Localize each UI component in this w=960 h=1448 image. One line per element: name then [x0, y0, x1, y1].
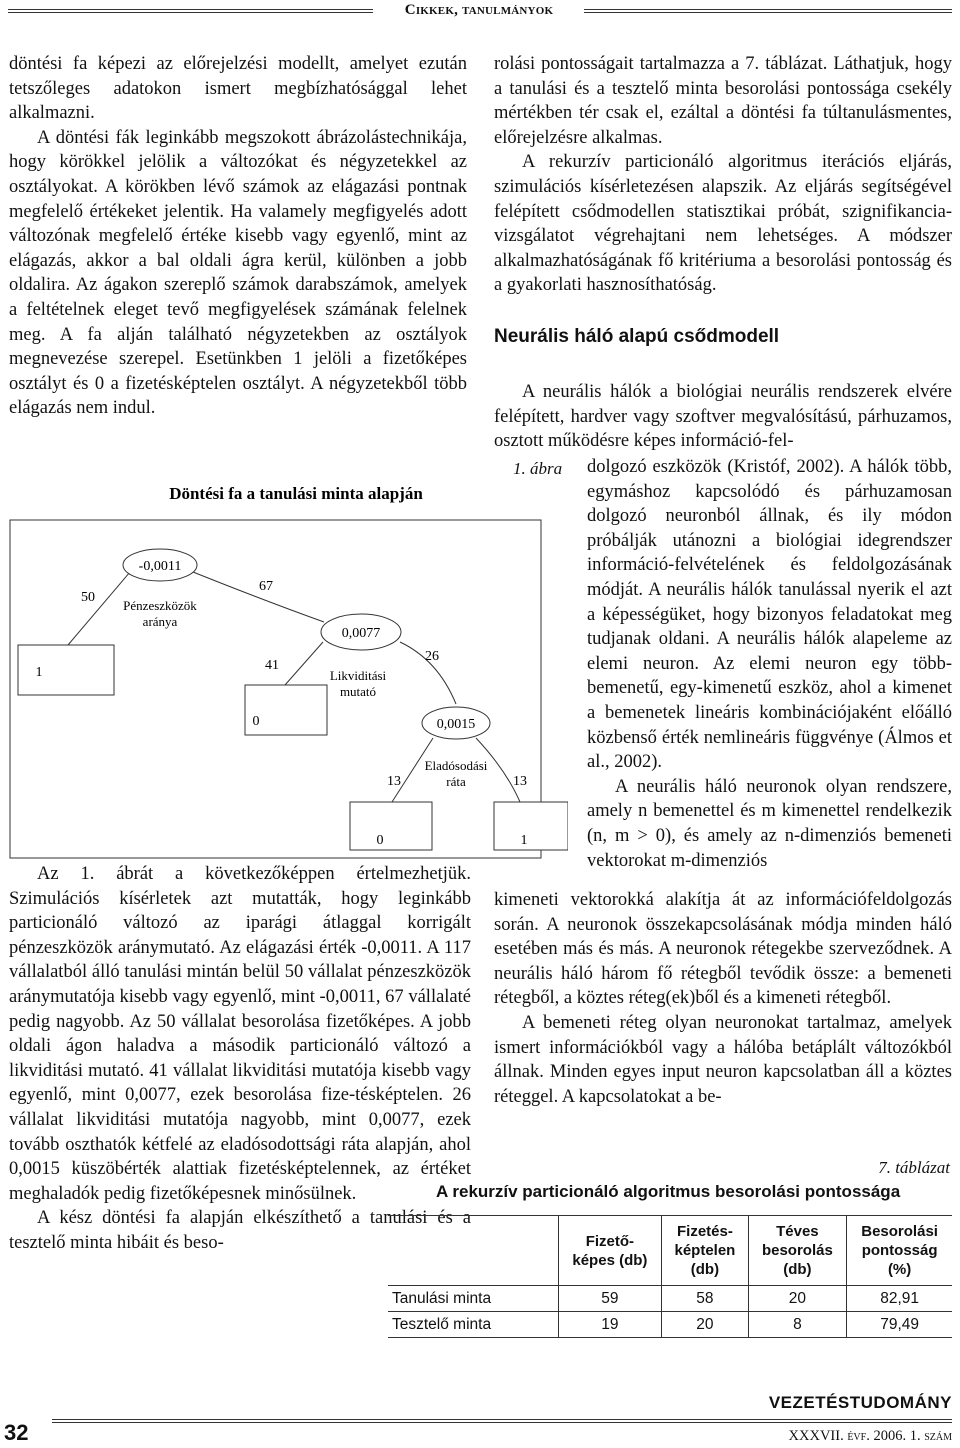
edge-mid-left: [285, 642, 323, 685]
table-row: [388, 1312, 952, 1338]
table-header: Besorolási pontosság (%): [847, 1216, 952, 1286]
table-cell: 82,91: [847, 1286, 952, 1312]
table-cell: 8: [748, 1312, 847, 1338]
right-column-top: [494, 52, 952, 298]
node-root-label: Pénzeszközök: [123, 598, 197, 613]
figure-label: 1. ábra: [513, 459, 563, 478]
leaf-box: [350, 802, 432, 850]
section-title: Neurális háló alapú csődmodell: [494, 326, 780, 347]
node-low-value: 0,0015: [436, 717, 476, 732]
running-header: Cikkek, tanulmányok: [404, 2, 554, 18]
branch-count: 13: [513, 774, 527, 789]
paragraph: rolási pontosságait tartalmazza a 7. táblázat. Láthatjuk, hogy a tanulási és a tesztelő minta besorolási pontossága csekély mértékben tér csak el, ezáltal a döntési fa túltanulásmentes, előrejelzésre alkalmas.: [494, 54, 952, 148]
node-root-label: aránya: [142, 614, 178, 629]
paragraph: Az 1. ábrát a következőképpen értelmezhetjük. Szimulációs kísérletek azt mutatták, hogy leginkább particionáló változó az iparági átlaggal korrigált pénzeszközök aránymutató. Az elágazási érték -0,0011. A 117 vállalatból álló tanulási mintán belül 50 vállalat pénzeszközök aránymutatója kisebb vagy egyenlő, mint -0,0011, 67 vállalaté pedig nagyobb. Az 50 vállalat besorolása fizetőképes. A jobb oldali ágon haladva a második particionáló változó a likviditási mutató. 41 vállalat likviditási mutatója kisebb vagy egyenlő, mint 0,0077, ezek besorolása fize-tésképtelen. 26 vállalat likviditási mutatója nagyobb, mint 0,0077, ezek tovább oszthatók kétfelé az eladósodottsági ráta alapján, ahol 0,0015 küszöbérték alattiak fizetésképtelennek, az értéket meghaladók pedig fizetőképesnek minősülnek.: [9, 864, 471, 1204]
paragraph: A rekurzív particionáló algoritmus iterációs eljárás, szimulációs kísérletezésen alapszik. Az eljárás segítségével felépített csődmodellen statisztikai próbát, szignifikancia-vizsgálatot végrehajtani nem lehetséges. A módszer alkalmazhatóságának fő kritériuma a besorolási pontosság és a gyakorlati hasznosíthatóság.: [494, 152, 952, 296]
issue-info: XXXVII. évf. 2006. 1. szám: [788, 1428, 952, 1444]
table-cell: 59: [558, 1286, 662, 1312]
node-low-label: Eladósodási: [424, 758, 488, 773]
table-cell: 20: [662, 1312, 748, 1338]
node-mid-value: 0,0077: [341, 626, 381, 641]
node-root-value: -0,0011: [138, 559, 182, 574]
edge-root-left: [68, 572, 130, 645]
branch-count: 13: [387, 774, 401, 789]
paragraph: A döntési fák leginkább megszokott ábrázolástechnikája, hogy körökkel jelölik a változókat és négyzetekkel az osztályokat. A körökben lévő számok az elágazási pontnak megfelelő értékeket jelentik. Ha valamely megfigyelés adott változónak megfelelő értéke kisebb vagy egyenlő, mint az elágazás, akkor a bal oldali ágra kerül, különben a jobb oldalira. Az ágakon szereplő számok darabszámok, amelyek a feltételnek eleget tevő megfigyelések számának felelnek meg. A fa alján található négyzetekben az osztályok megnevezése szerepel. Esetünkben 1 jelöli a fizetőképes osztályt és 0 a fizetésképtelen osztályt. A négyzetekből több elágazás nem indul.: [9, 127, 467, 419]
paragraph: A kész döntési fa alapján elkészíthető a tanulási és a tesztelő minta hibáit és beso-: [9, 1208, 471, 1253]
table-header-row: [388, 1216, 952, 1286]
paragraph: A neurális hálók a biológiai neurális rendszerek elvére felépített, hardver vagy szoftver megvalósítású, párhuzamos, osztott működésre képes információ-fel-: [494, 382, 952, 452]
table-cell: 79,49: [847, 1312, 952, 1338]
table-number: 7. táblázat: [878, 1158, 950, 1177]
decision-tree-figure: [8, 480, 568, 860]
page-number: 32: [4, 1420, 29, 1445]
paragraph: döntési fa képezi az előrejelzési modellt, amelyet ezután tetszőleges adatokon ismert megbízhatósággal lehet alkalmazni.: [9, 54, 467, 124]
leaf-box: [494, 802, 568, 850]
table-header: Téves besorolás (db): [748, 1216, 847, 1286]
header-rule-left: [8, 9, 373, 13]
left-column-top: [9, 52, 467, 421]
header-rule-right: [584, 9, 952, 13]
figure-title: Döntési fa a tanulási minta alapján: [169, 484, 423, 503]
right-column-low: [494, 888, 952, 1109]
table-cell: 58: [662, 1286, 748, 1312]
leaf-class: 0: [376, 833, 384, 848]
node-mid-label: mutató: [339, 684, 377, 699]
table-header: Fizetés- képtelen (db): [662, 1216, 748, 1286]
leaf-class: 0: [252, 714, 260, 729]
table-row: [388, 1286, 952, 1312]
journal-name: VEZETÉSTUDOMÁNY: [768, 1393, 952, 1412]
right-column-wrap: [587, 455, 952, 873]
node-mid-label: Likviditási: [329, 668, 387, 683]
accuracy-table: [388, 1215, 952, 1338]
branch-count: 50: [81, 590, 95, 605]
leaf-class: 1: [35, 665, 43, 680]
table-row-label: Tanulási minta: [388, 1286, 558, 1312]
table-cell: 20: [748, 1286, 847, 1312]
branch-count: 41: [265, 658, 279, 673]
branch-count: 67: [259, 579, 273, 594]
table-header-blank: [388, 1216, 558, 1286]
leaf-class: 1: [520, 833, 528, 848]
table-header: Fizető- képes (db): [558, 1216, 662, 1286]
paragraph: kimeneti vektorokká alakítja át az információfeldolgozás során. A neuronok összekapcsolásának módja minden háló esetében más és más. A neuronok rétegekbe szerveződnek. A neurális háló három fő rétegből tevődik össze: a bemeneti rétegből, a köztes réteg(ek)ből és a kimeneti rétegből.: [494, 890, 952, 1009]
footer-rule: [52, 1419, 952, 1423]
right-column-mid: [494, 380, 952, 454]
left-column-bottom: [9, 862, 471, 1256]
paragraph: dolgozó eszközök (Kristóf, 2002). A hálók több, egymáshoz kapcsolódó és párhuzamosan dolgozó neuronból állnak, és ily módon próbálják utánozni a biológiai idegrendszer információ-felvételének és feldolgozásának módját. A neurális hálók tanulással nyerik el azt a képességüket, hogy bizonyos feladatokat meg tudjanak oldani. A neurális hálók alapeleme az elemi neuron. Az elemi neuron egy több-bemenetű, egy-kimenetű eszköz, ahol a kimenet a bemenetek lineáris kombinációjaként előálló közbenső érték nemlineáris függvénye (Álmos et al., 2002).: [587, 457, 952, 773]
leaf-box: [18, 645, 114, 695]
table-cell: 19: [558, 1312, 662, 1338]
table-row-label: Tesztelő minta: [388, 1312, 558, 1338]
table-title: A rekurzív particionáló algoritmus besorolási pontossága: [436, 1182, 901, 1201]
paragraph: A bemeneti réteg olyan neuronokat tartalmaz, amelyek ismert információkból vagy a hálóba betáplált változókból állnak. Minden egyes input neuron kapcsolatban áll a köztes réteggel. A kapcsolatokat a be-: [494, 1012, 952, 1107]
branch-count: 26: [425, 649, 439, 664]
paragraph: A neurális háló neuronok olyan rendszere, amely n bemenettel és m kimenettel rendelkezik (n, m > 0), és amely az n-dimenziós bemeneti vektorokat m-dimenziós: [587, 776, 952, 871]
node-low-label: ráta: [446, 774, 466, 789]
